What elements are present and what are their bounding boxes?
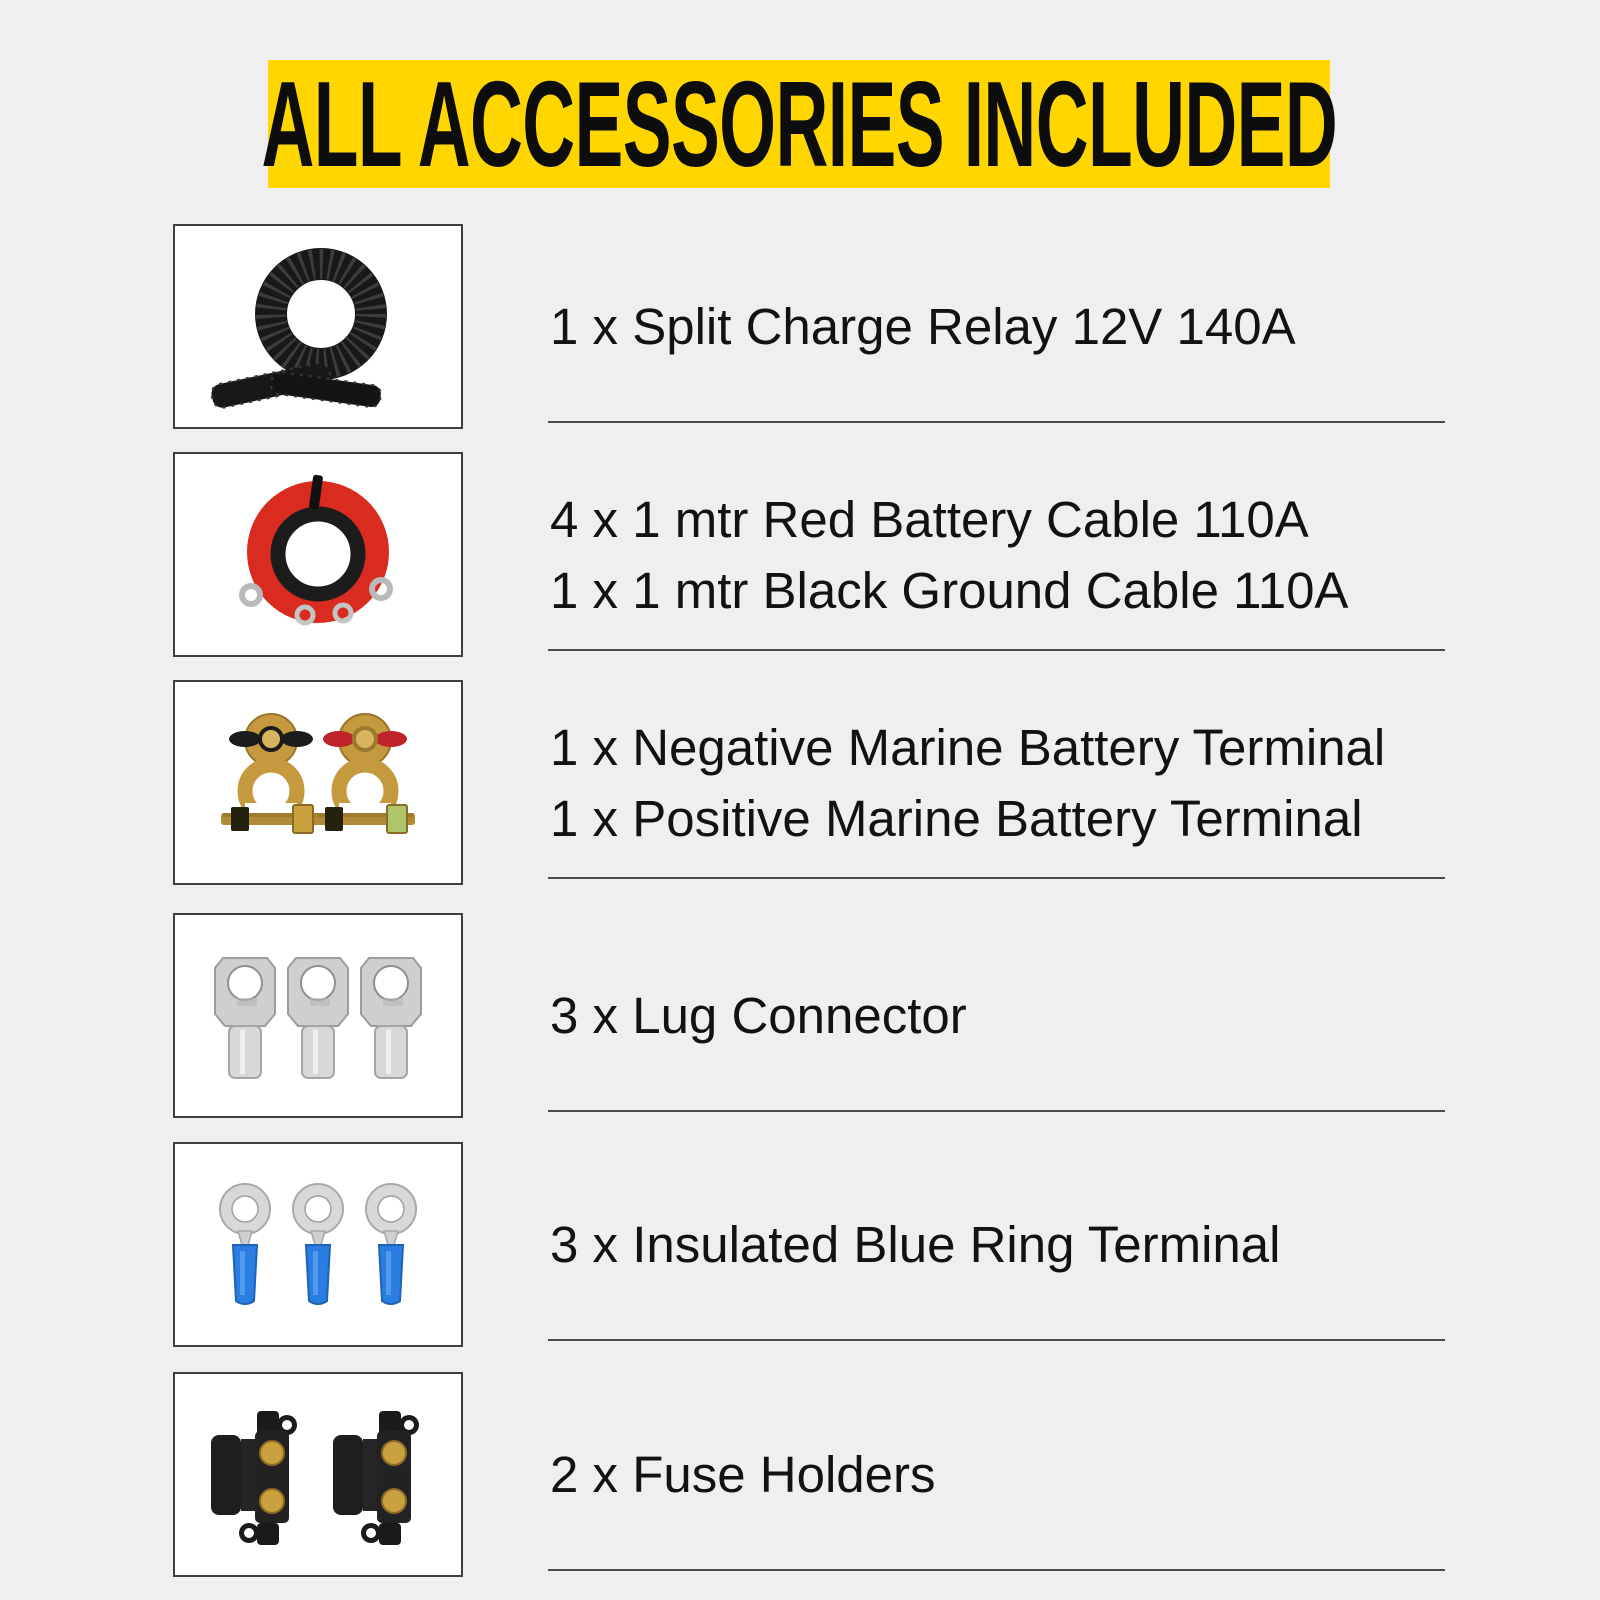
fuse-holder <box>211 1411 297 1545</box>
accessory-description <box>550 224 1296 429</box>
accessory-description <box>550 452 1348 657</box>
accessory-description <box>550 680 1385 885</box>
row-divider <box>548 1339 1445 1341</box>
positive-terminal <box>315 714 415 833</box>
lug-connector <box>215 958 275 1078</box>
accessory-line: 1 x Positive Marine Battery Terminal <box>550 789 1363 847</box>
ring-terminals-image <box>173 1142 463 1347</box>
accessory-row <box>173 1372 1445 1577</box>
accessory-row <box>173 224 1445 429</box>
banner-title: ALL ACCESSORIES INCLUDED <box>261 56 1337 192</box>
row-divider <box>548 1110 1445 1112</box>
accessory-line: 1 x Negative Marine Battery Terminal <box>550 718 1386 776</box>
lug-connector <box>361 958 421 1078</box>
row-divider <box>548 421 1445 423</box>
accessory-description <box>550 1142 1280 1347</box>
battery-terminals-icon <box>193 695 443 870</box>
battery-terminals-image <box>173 680 463 885</box>
accessory-line: 1 x Split Charge Relay 12V 140A <box>550 298 1296 355</box>
accessory-line: 3 x Lug Connector <box>550 987 967 1044</box>
accessory-row <box>173 913 1445 1118</box>
fuse-holder <box>333 1411 419 1545</box>
battery-cables-image <box>173 452 463 657</box>
row-divider <box>548 877 1445 879</box>
negative-terminal <box>221 714 321 833</box>
fuse-holders-image <box>173 1372 463 1577</box>
accessory-row <box>173 680 1445 885</box>
lug-connectors-image <box>173 913 463 1118</box>
corrugated-tubing-image <box>173 224 463 429</box>
ring-terminals-icon <box>193 1157 443 1332</box>
accessory-line: 4 x 1 mtr Red Battery Cable 110A <box>550 490 1309 548</box>
row-divider <box>548 1569 1445 1571</box>
ring-terminal <box>366 1184 416 1304</box>
lug-connector <box>288 958 348 1078</box>
fuse-holders-icon <box>193 1387 443 1562</box>
accessory-description <box>550 1372 936 1577</box>
corrugated-tubing-icon <box>193 239 443 414</box>
battery-cables-icon <box>193 467 443 642</box>
accessory-row <box>173 452 1445 657</box>
accessory-description <box>550 913 967 1118</box>
ring-terminal <box>220 1184 270 1304</box>
accessory-line: 3 x Insulated Blue Ring Terminal <box>550 1216 1281 1273</box>
banner <box>261 56 1337 192</box>
accessory-row <box>173 1142 1445 1347</box>
lug-connectors-icon <box>193 928 443 1103</box>
ring-terminal <box>293 1184 343 1304</box>
accessory-line: 2 x Fuse Holders <box>550 1446 936 1503</box>
accessory-line: 1 x 1 mtr Black Ground Cable 110A <box>550 561 1349 619</box>
row-divider <box>548 649 1445 651</box>
